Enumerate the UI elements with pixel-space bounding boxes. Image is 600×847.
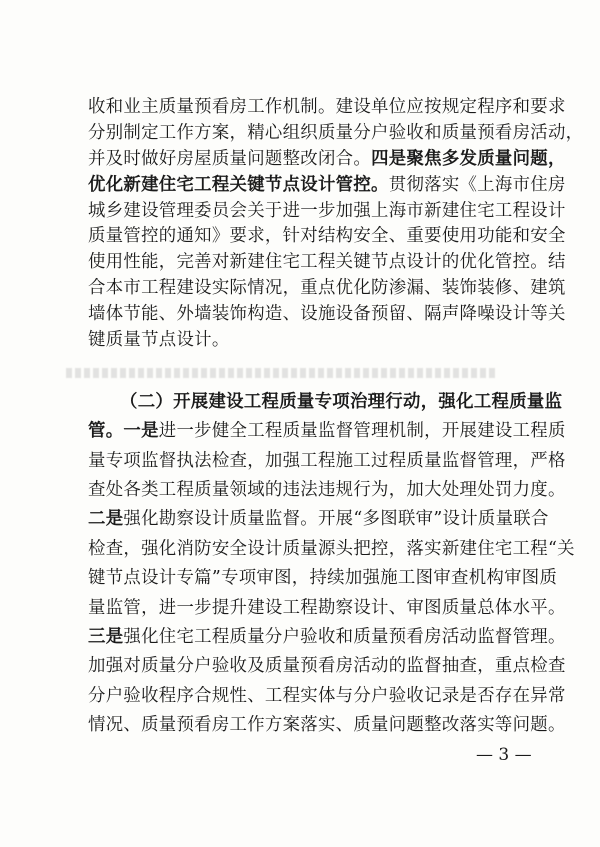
text-run: 键质量节点设计。 bbox=[88, 330, 230, 350]
text-line bbox=[88, 626, 566, 648]
bold-text-run: 一是 bbox=[123, 421, 159, 441]
text-run: 加强对质量分户验收及质量预看房活动的监督抽查，重点检查 bbox=[88, 656, 566, 676]
text-run: 查处各类工程质量领域的违法违规行为，加大处理处罚力度。 bbox=[88, 480, 566, 500]
text-line bbox=[88, 479, 566, 501]
text-run: 分别制定工作方案，精心组织质量分户验收和质量预看房活动， bbox=[88, 123, 584, 143]
text-line bbox=[88, 538, 575, 560]
text-run: 键节点设计专篇”专项审图，持续加强施工图审查机构审图质 bbox=[88, 568, 558, 588]
text-line bbox=[88, 450, 566, 472]
text-run: 强化住宅工程质量分户验收和质量预看房活动监督管理。 bbox=[123, 627, 566, 647]
text-run: 使用性能，完善对新建住宅工程关键节点设计的优化管控。结 bbox=[88, 252, 566, 272]
text-line bbox=[88, 174, 566, 196]
text-run: 检查，强化消防安全设计质量源头把控，落实新建住宅工程“关 bbox=[88, 539, 575, 559]
text-run: 城乡建设管理委员会关于进一步加强上海市新建住宅工程设计 bbox=[88, 201, 566, 221]
text-run: 情况、质量预看房工作方案落实、质量问题整改落实等问题。 bbox=[88, 715, 566, 735]
page-number: — 3 — bbox=[476, 745, 532, 765]
text-run: 合本市工程建设实际情况，重点优化防渗漏、装饰装修、建筑 bbox=[88, 278, 566, 298]
text-line bbox=[88, 714, 566, 736]
text-run: 分户验收程序合规性、工程实体与分户验收记录是否存在异常 bbox=[88, 686, 566, 706]
bold-text-run: 四是聚焦多发质量问题， bbox=[371, 149, 566, 169]
text-line bbox=[88, 277, 566, 299]
text-line bbox=[88, 597, 566, 619]
bold-text-run: 优化新建住宅工程关键节点设计管控。 bbox=[88, 175, 389, 195]
text-line bbox=[88, 655, 566, 677]
text-run: 并及时做好房屋质量问题整改闭合。 bbox=[88, 149, 372, 169]
text-line bbox=[88, 508, 549, 530]
text-line bbox=[88, 96, 566, 118]
text-run: 量监管，进一步提升建设工程勘察设计、审图质量总体水平。 bbox=[88, 598, 566, 618]
text-run: 量专项监督执法检查，加强工程施工过程质量监督管理，严格 bbox=[88, 451, 566, 471]
bold-text-run: 二是 bbox=[88, 509, 124, 529]
reverse-side-bleed-through bbox=[66, 368, 496, 378]
bold-text-run: 管。 bbox=[88, 421, 124, 441]
text-line bbox=[88, 329, 520, 351]
text-line bbox=[88, 225, 566, 247]
text-line bbox=[88, 122, 584, 144]
bold-text-run: 三是 bbox=[88, 627, 124, 647]
text-line bbox=[88, 420, 566, 442]
text-line bbox=[88, 685, 566, 707]
text-line bbox=[88, 567, 558, 589]
section-heading-line bbox=[120, 391, 563, 413]
text-run: 质量管控的通知》要求，针对结构安全、重要使用功能和安全 bbox=[88, 226, 566, 246]
text-run: 墙体节能、外墙装饰构造、设施设备预留、隔声降噪设计等关 bbox=[88, 304, 566, 324]
bold-text-run: （二）开展建设工程质量专项治理行动，强化工程质量监 bbox=[120, 392, 563, 412]
text-run: 强化勘察设计质量监督。开展“多图联审”设计质量联合 bbox=[123, 509, 549, 529]
text-line bbox=[88, 148, 566, 170]
text-run: 进一步健全工程质量监督管理机制，开展建设工程质 bbox=[158, 421, 566, 441]
text-line bbox=[88, 200, 566, 222]
text-run: 贯彻落实《上海市住房 bbox=[388, 175, 566, 195]
text-line bbox=[88, 303, 566, 325]
text-line bbox=[88, 251, 566, 273]
text-run: 收和业主质量预看房工作机制。建设单位应按规定程序和要求 bbox=[88, 97, 566, 117]
